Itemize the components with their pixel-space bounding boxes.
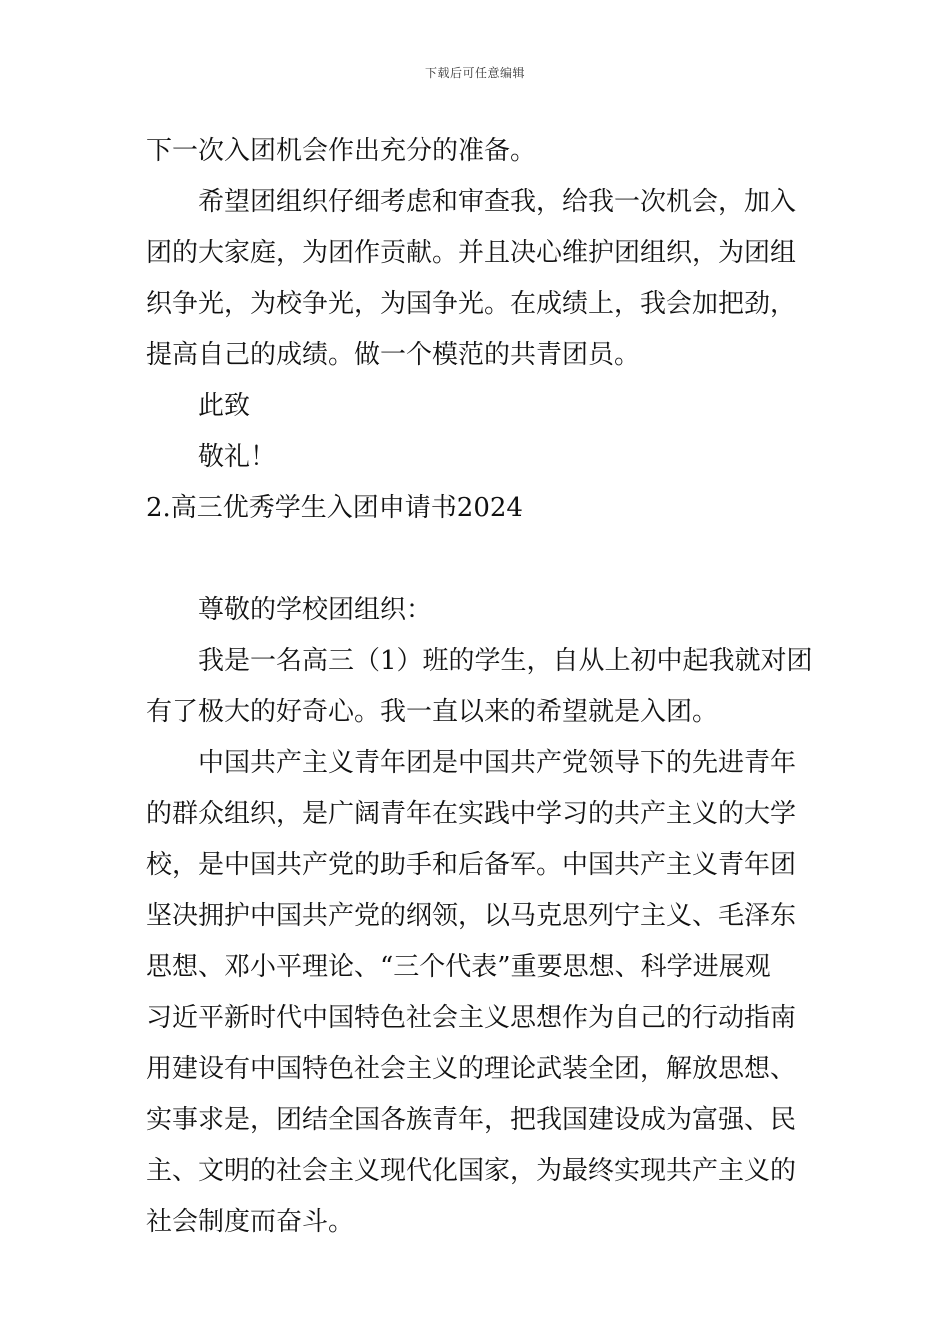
closing-salutation: 敬礼！	[198, 442, 277, 472]
paragraph-line: 有了极大的好奇心。我一直以来的希望就是入团。	[146, 697, 719, 727]
section-heading: 2.高三优秀学生入团申请书2024	[146, 493, 523, 523]
paragraph-line: 的群众组织，是广阔青年在实践中学习的共产主义的大学	[146, 799, 797, 829]
paragraph-line: 团的大家庭，为团作贡献。并且决心维护团组织，为团组	[146, 238, 797, 268]
paragraph-line: 主、文明的社会主义现代化国家，为最终实现共产主义的	[146, 1156, 797, 1186]
document-body	[146, 126, 813, 1248]
paragraph-line: 用建设有中国特色社会主义的理论武装全团，解放思想、	[146, 1054, 797, 1084]
closing-salutation: 此致	[198, 391, 251, 421]
paragraph-line: 我是一名高三（1）班的学生，自从上初中起我就对团	[198, 646, 813, 676]
paragraph-line: 习近平新时代中国特色社会主义思想作为自己的行动指南	[146, 1003, 797, 1033]
paragraph-line: 提高自己的成绩。做一个模范的共青团员。	[146, 340, 641, 370]
paragraph-line: 下一次入团机会作出充分的准备。	[146, 136, 537, 166]
paragraph-line: 校，是中国共产党的助手和后备军。中国共产主义青年团	[146, 850, 797, 880]
spacer	[146, 534, 806, 585]
paragraph-line: 思想、邓小平理论、“三个代表”重要思想、科学进展观	[146, 952, 771, 982]
paragraph-line: 实事求是，团结全国各族青年，把我国建设成为富强、民	[146, 1105, 797, 1135]
paragraph-line: 织争光，为校争光，为国争光。在成绩上，我会加把劲，	[146, 289, 797, 319]
paragraph-line: 希望团组织仔细考虑和审查我，给我一次机会，加入	[198, 187, 797, 217]
paragraph-line: 社会制度而奋斗。	[146, 1207, 355, 1237]
letter-greeting: 尊敬的学校团组织：	[198, 595, 433, 625]
paragraph-line: 坚决拥护中国共产党的纲领，以马克思列宁主义、毛泽东	[146, 901, 797, 931]
page-header: 下载后可任意编辑	[424, 66, 525, 80]
paragraph-line: 中国共产主义青年团是中国共产党领导下的先进青年	[198, 748, 797, 778]
